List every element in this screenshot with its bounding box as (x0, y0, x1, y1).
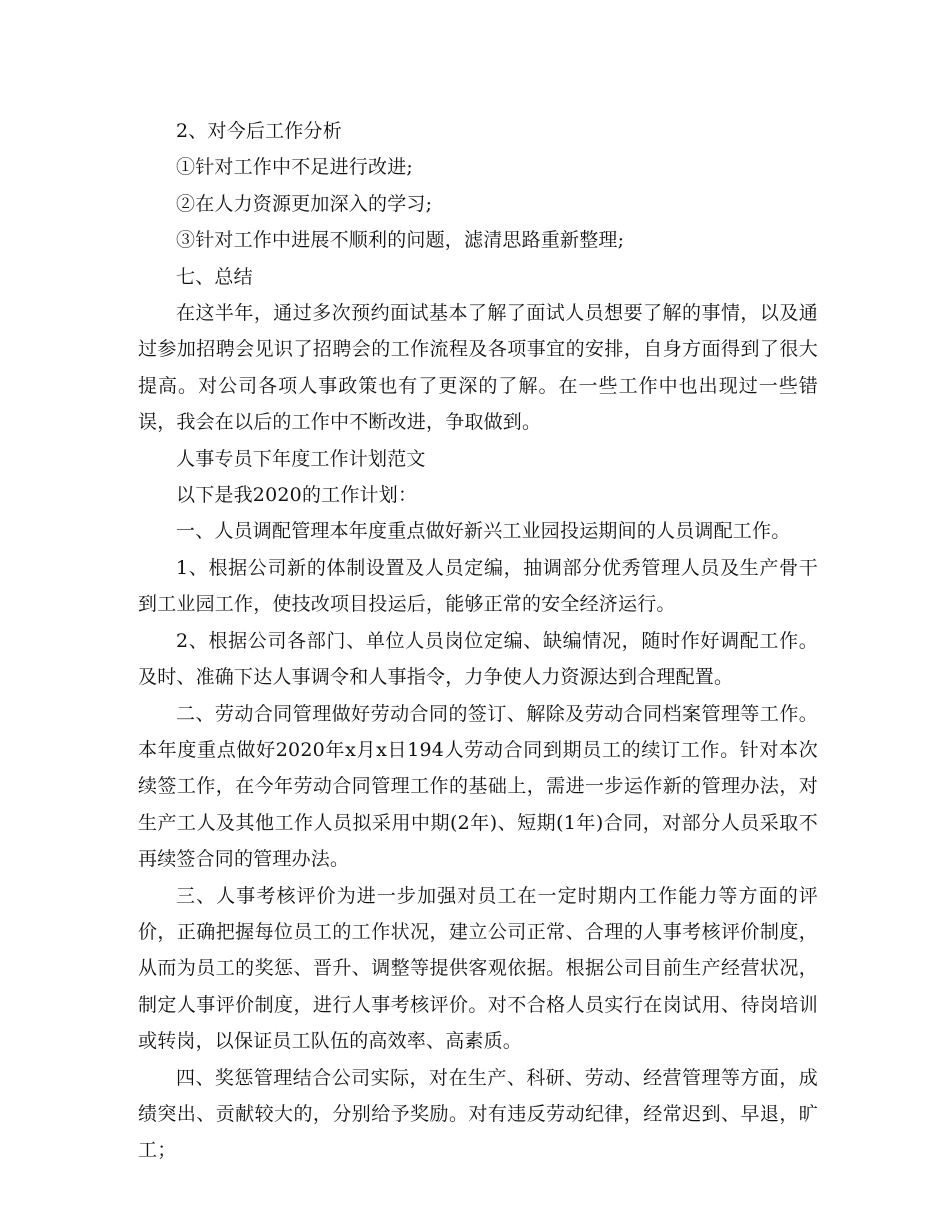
paragraph-staffing-item-2: 2、根据公司各部门、单位人员岗位定编、缺编情况，随时作好调配工作。及时、准确下达人事调令和人事指令，力争使人力资源达到合理配置。 (138, 629, 818, 689)
document-body (138, 113, 818, 1169)
paragraph-list-item-3: ③针对工作中进展不顺利的问题，滤清思路重新整理; (176, 229, 625, 252)
paragraph-hr-evaluation: 三、人事考核评价为进一步加强对员工在一定时期内工作能力等方面的评价，正确把握每位员工的工作状况，建立公司正常、合理的人事考核评价制度，从而为员工的奖惩、晋升、调整等提供客观依据。根据公司目前生产经营状况，制定人事评价制度，进行人事考核评价。对不合格人员实行在岗试用、待岗培训或转岗，以保证员工队伍的高效率、高素质。 (138, 884, 818, 1053)
paragraph-rewards-penalties: 四、奖惩管理结合公司实际，对在生产、科研、劳动、经营管理等方面，成绩突出、贡献较大的，分别给予奖励。对有违反劳动纪律，经常迟到、早退，旷工； (138, 1066, 818, 1162)
paragraph-labor-contract: 二、劳动合同管理做好劳动合同的签订、解除及劳动合同档案管理等工作。本年度重点做好2020年x月x日194人劳动合同到期员工的续订工作。针对本次续签工作，在今年劳动合同管理工作的基础上，需进一步运作新的管理办法，对生产工人及其他工作人员拟采用中期(2年)、短期(1年)合同，对部分人员采取不再续签合同的管理办法。 (138, 702, 818, 871)
paragraph-plan-title: 人事专员下年度工作计划范文 (176, 447, 426, 470)
paragraph-list-item-2: ②在人力资源更加深入的学习; (176, 192, 433, 215)
paragraph-staffing-item-1: 1、根据公司新的体制设置及人员定编，抽调部分优秀管理人员及生产骨干到工业园工作，使技改项目投运后，能够正常的安全经济运行。 (138, 556, 818, 616)
paragraph-plan-intro: 以下是我2020的工作计划： (176, 484, 418, 507)
paragraph-section-heading-summary: 七、总结 (176, 265, 253, 288)
paragraph-staffing-heading: 一、人员调配管理本年度重点做好新兴工业园投运期间的人员调配工作。 (176, 520, 791, 543)
paragraph-section-heading-analysis: 2、对今后工作分析 (176, 120, 342, 142)
paragraph-list-item-1: ①针对工作中不足进行改进; (176, 156, 414, 179)
paragraph-summary-body: 在这半年，通过多次预约面试基本了解了面试人员想要了解的事情，以及通过参加招聘会见识了招聘会的工作流程及各项事宜的安排，自身方面得到了很大提高。对公司各项人事政策也有了更深的了解。在一些工作中也出现过一些错误，我会在以后的工作中不断改进，争取做到。 (138, 302, 818, 434)
